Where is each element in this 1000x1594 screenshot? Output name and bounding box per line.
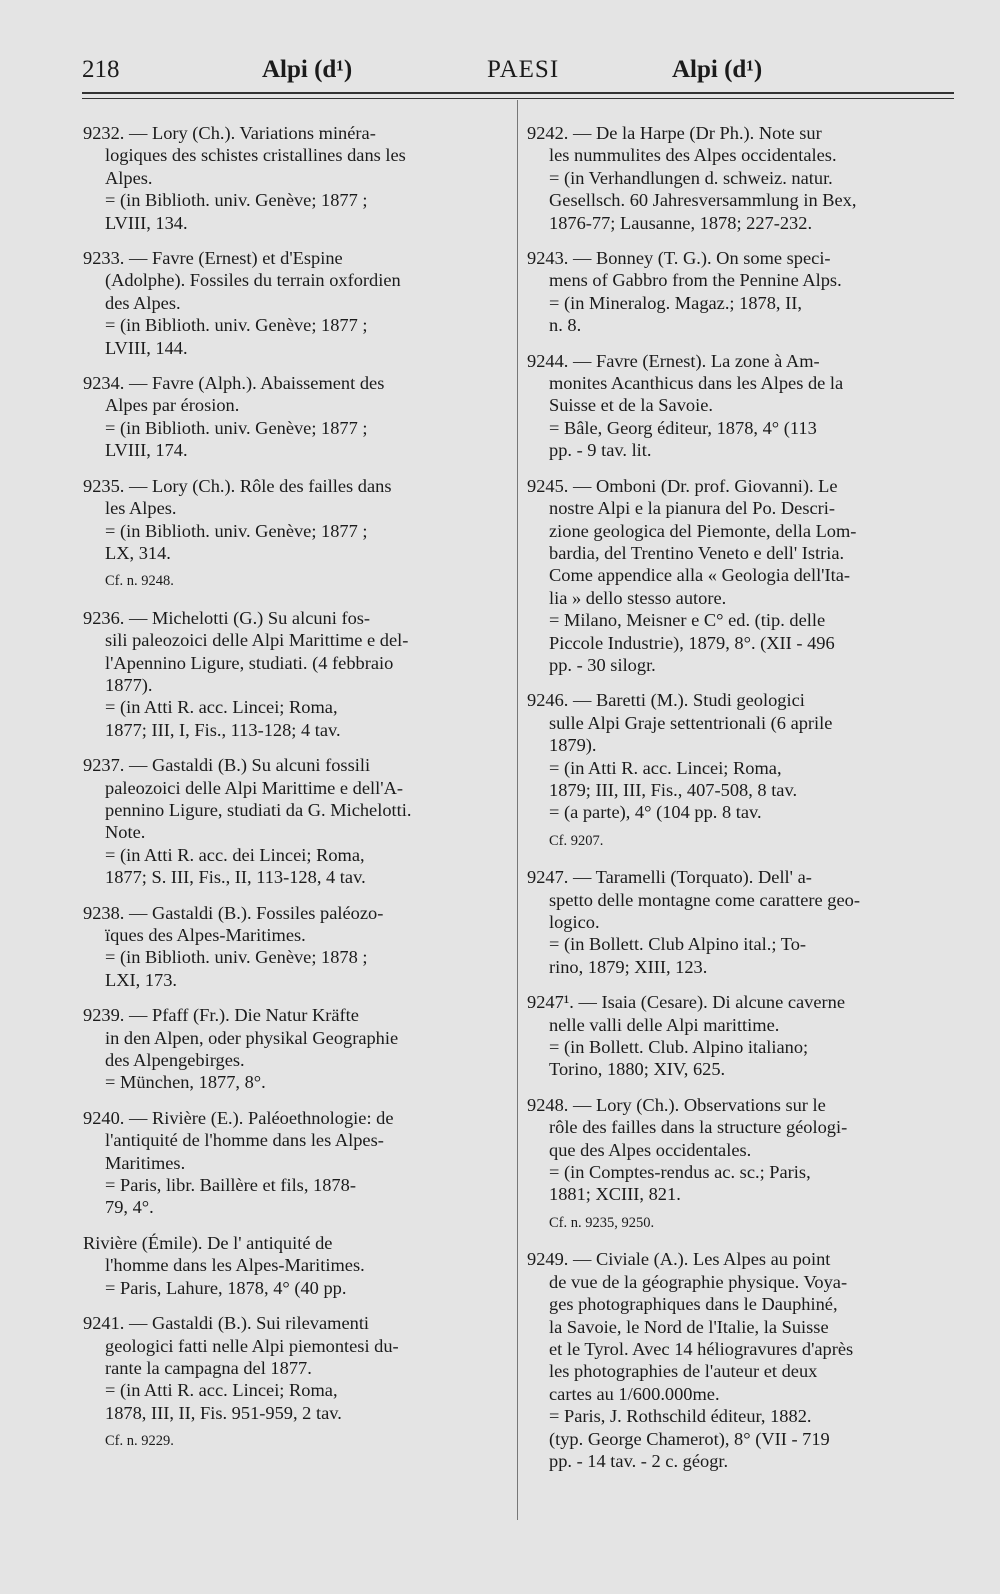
- entry-line: 1878, III, II, Fis. 951-959, 2 tav.: [105, 1402, 342, 1423]
- cross-reference: Cf. n. 9229.: [105, 1433, 174, 1450]
- entry-line: = (a parte), 4° (104 pp. 8 tav.: [549, 802, 762, 823]
- entry-line: des Alpes.: [105, 292, 181, 313]
- entry-line: monites Acanthicus dans les Alpes de la: [549, 373, 844, 394]
- entry-line: 9248. — Lory (Ch.). Observations sur le: [527, 1094, 826, 1115]
- entry-line: Maritimes.: [105, 1152, 186, 1173]
- entry-line: = (in Biblioth. univ. Genève; 1878 ;: [105, 947, 368, 968]
- entry-line: 1876-77; Lausanne, 1878; 227-232.: [549, 212, 813, 233]
- entry-line: n. 8.: [549, 315, 582, 336]
- entry-line: = (in Biblioth. univ. Genève; 1877 ;: [105, 520, 368, 541]
- bibliography-entry: [83, 754, 498, 888]
- entry-line: 9245. — Omboni (Dr. prof. Giovanni). Le: [527, 475, 838, 496]
- entry-line: l'antiquité de l'homme dans les Alpes-: [105, 1130, 384, 1151]
- entry-line: = Paris, libr. Baillère et fils, 1878-: [105, 1175, 356, 1196]
- entry-line: LVIII, 174.: [105, 440, 188, 461]
- entry-line: pp. - 14 tav. - 2 c. géogr.: [549, 1450, 729, 1471]
- entry-line: = (in Bollett. Club Alpino ital.; To-: [549, 934, 807, 955]
- entry-line: que des Alpes occidentales.: [549, 1139, 752, 1160]
- column-divider: [517, 100, 518, 1520]
- bibliography-entry: [83, 902, 498, 992]
- header-center-title: PAESI: [487, 56, 560, 83]
- entry-line: = (in Bollett. Club. Alpino italiano;: [549, 1037, 809, 1058]
- cross-reference: Cf. 9207.: [549, 832, 604, 849]
- header-rule-thin: [82, 98, 954, 99]
- bibliography-entry: [83, 122, 498, 234]
- bibliography-entry: [527, 475, 952, 677]
- bibliography-entry: [527, 991, 952, 1081]
- entry-line: zione geologica del Piemonte, della Lom-: [549, 520, 857, 541]
- entry-line: = (in Verhandlungen d. schweiz. natur.: [549, 167, 833, 188]
- entry-line: rante la campagna del 1877.: [105, 1357, 312, 1378]
- page-number: 218: [82, 56, 120, 83]
- entry-line: logiques des schistes cristallines dans les: [105, 145, 406, 166]
- entry-line: 9237. — Gastaldi (B.) Su alcuni fossili: [83, 755, 371, 776]
- entry-line: 9244. — Favre (Ernest). La zone à Am-: [527, 350, 820, 371]
- entry-line: 9241. — Gastaldi (B.). Sui rilevamenti: [83, 1313, 370, 1334]
- bibliography-entry: [83, 475, 498, 593]
- entry-line: les Alpes.: [105, 498, 177, 519]
- entry-line: = Bâle, Georg éditeur, 1878, 4° (113: [549, 417, 817, 438]
- entry-line: = (in Comptes-rendus ac. sc.; Paris,: [549, 1162, 811, 1183]
- entry-line: les nummulites des Alpes occidentales.: [549, 145, 837, 166]
- entry-line: Alpes par érosion.: [105, 395, 240, 416]
- entry-line: 9239. — Pfaff (Fr.). Die Natur Kräfte: [83, 1005, 359, 1026]
- header-rule: [82, 92, 954, 94]
- entry-line: = (in Atti R. acc. Lincei; Roma,: [105, 1380, 338, 1401]
- entry-line: les photographies de l'auteur et deux: [549, 1361, 818, 1382]
- entry-line: 9236. — Michelotti (G.) Su alcuni fos-: [83, 607, 371, 628]
- entry-line: Suisse et de la Savoie.: [549, 395, 713, 416]
- entry-line: = (in Atti R. acc. Lincei; Roma,: [549, 757, 782, 778]
- bibliography-entry: [83, 372, 498, 462]
- bibliography-entry: [83, 1107, 498, 1219]
- entry-line: 1877; III, I, Fis., 113-128; 4 tav.: [105, 719, 341, 740]
- entry-line: ges photographiques dans le Dauphiné,: [549, 1294, 838, 1315]
- header-right-title: Alpi (d¹): [672, 56, 763, 83]
- entry-line: 1879; III, III, Fis., 407-508, 8 tav.: [549, 779, 798, 800]
- right-column: [527, 122, 952, 1485]
- entry-line: = (in Mineralog. Magaz.; 1878, II,: [549, 292, 802, 313]
- entry-line: et le Tyrol. Avec 14 héliogravures d'après: [549, 1338, 854, 1359]
- entry-line: = (in Atti R. acc. Lincei; Roma,: [105, 697, 338, 718]
- entry-line: l'homme dans les Alpes-Maritimes.: [105, 1255, 365, 1276]
- entry-line: 9238. — Gastaldi (B.). Fossiles paléozo-: [83, 902, 384, 923]
- entry-line: logico.: [549, 912, 600, 932]
- bibliography-entry: [527, 350, 952, 462]
- entry-line: nostre Alpi e la pianura del Po. Descri-: [549, 498, 835, 519]
- entry-line: nelle valli delle Alpi marittime.: [549, 1014, 780, 1035]
- entry-line: 9233. — Favre (Ernest) et d'Espine: [83, 248, 343, 269]
- entry-line: rôle des failles dans la structure géologi-: [549, 1117, 848, 1138]
- bibliography-entry: [527, 1248, 952, 1472]
- running-header: [82, 50, 952, 90]
- entry-line: Note.: [105, 822, 146, 843]
- bibliography-entry: [83, 1312, 498, 1452]
- entry-line: = München, 1877, 8°.: [105, 1072, 266, 1093]
- entry-line: LVIII, 134.: [105, 212, 188, 233]
- entry-line: de vue de la géographie physique. Voya-: [549, 1271, 848, 1292]
- entry-line: LXI, 173.: [105, 969, 178, 990]
- entry-line: (Adolphe). Fossiles du terrain oxfordien: [105, 270, 401, 291]
- entry-line: LX, 314.: [105, 542, 171, 563]
- bibliography-entry: [83, 1004, 498, 1094]
- bibliography-entry: [527, 122, 952, 234]
- bibliography-entry: [527, 247, 952, 337]
- entry-line: LVIII, 144.: [105, 337, 188, 358]
- entry-line: = (in Atti R. acc. dei Lincei; Roma,: [105, 844, 365, 865]
- entry-line: = Paris, J. Rothschild éditeur, 1882.: [549, 1406, 812, 1427]
- entry-line: sulle Alpi Graje settentrionali (6 aprile: [549, 712, 833, 733]
- bibliography-entry: [527, 866, 952, 978]
- entry-line: Come appendice alla « Geologia dell'Ita-: [549, 565, 851, 586]
- entry-line: Torino, 1880; XIV, 625.: [549, 1059, 726, 1080]
- entry-line: 9240. — Rivière (E.). Paléoethnologie: de: [83, 1107, 394, 1128]
- entry-line: cartes au 1/600.000me.: [549, 1383, 720, 1404]
- entry-line: = (in Biblioth. univ. Genève; 1877 ;: [105, 190, 368, 211]
- entry-line: la Savoie, le Nord de l'Italie, la Suisse: [549, 1316, 829, 1337]
- entry-line: 9235. — Lory (Ch.). Rôle des failles dans: [83, 475, 392, 496]
- entry-line: 9246. — Baretti (M.). Studi geologici: [527, 690, 805, 711]
- entry-line: sili paleozoici delle Alpi Marittime e del-: [105, 630, 409, 651]
- entry-line: Rivière (Émile). De l' antiquité de: [83, 1232, 333, 1253]
- cross-reference: Cf. n. 9235, 9250.: [549, 1214, 655, 1231]
- bibliography-entry: [527, 689, 952, 852]
- bibliography-entry: [527, 1094, 952, 1234]
- entry-line: Piccole Industrie), 1879, 8°. (XII - 496: [549, 632, 835, 653]
- entry-line: 9242. — De la Harpe (Dr Ph.). Note sur: [527, 123, 822, 143]
- entry-line: 1877; S. III, Fis., II, 113-128, 4 tav.: [105, 867, 366, 888]
- entry-line: in den Alpen, oder physikal Geographie: [105, 1027, 399, 1048]
- entry-line: mens of Gabbro from the Pennine Alps.: [549, 270, 842, 291]
- entry-line: pennino Ligure, studiati da G. Michelotti.: [105, 799, 412, 820]
- entry-line: 9243. — Bonney (T. G.). On some speci-: [527, 248, 831, 269]
- entry-line: = (in Biblioth. univ. Genève; 1877 ;: [105, 417, 368, 438]
- entry-line: bardia, del Trentino Veneto e dell' Istria.: [549, 542, 845, 563]
- entry-line: pp. - 9 tav. lit.: [549, 440, 652, 461]
- entry-line: = Paris, Lahure, 1878, 4° (40 pp.: [105, 1277, 347, 1298]
- entry-line: 79, 4°.: [105, 1197, 154, 1218]
- entry-line: Alpes.: [105, 167, 153, 188]
- entry-line: 1881; XCIII, 821.: [549, 1184, 681, 1205]
- entry-line: (typ. George Chamerot), 8° (VII - 719: [549, 1428, 830, 1449]
- entry-line: Gesellsch. 60 Jahresversammlung in Bex,: [549, 190, 857, 211]
- entry-line: ïques des Alpes-Maritimes.: [105, 925, 306, 945]
- entry-line: spetto delle montagne come carattere geo-: [549, 889, 860, 910]
- entry-line: 1879).: [549, 735, 597, 756]
- entry-line: 9234. — Favre (Alph.). Abaissement des: [83, 373, 385, 394]
- entry-line: lia » dello stesso autore.: [549, 587, 727, 608]
- entry-line: 9247¹. — Isaia (Cesare). Di alcune caverne: [527, 992, 846, 1013]
- entry-line: rino, 1879; XIII, 123.: [549, 956, 708, 977]
- entry-line: l'Apennino Ligure, studiati. (4 febbraio: [105, 652, 394, 673]
- entry-line: = (in Biblioth. univ. Genève; 1877 ;: [105, 315, 368, 336]
- bibliography-entry: [83, 247, 498, 359]
- left-column: [83, 122, 498, 1467]
- cross-reference: Cf. n. 9248.: [105, 573, 174, 590]
- entry-line: 9247. — Taramelli (Torquato). Dell' a-: [527, 867, 812, 888]
- entry-line: paleozoici delle Alpi Marittime e dell'A-: [105, 777, 403, 798]
- entry-line: des Alpengebirges.: [105, 1050, 245, 1071]
- bibliography-entry: [83, 1232, 498, 1299]
- entry-line: = Milano, Meisner e C° ed. (tip. delle: [549, 610, 826, 631]
- entry-line: geologici fatti nelle Alpi piemontesi du-: [105, 1335, 399, 1356]
- entry-line: 9232. — Lory (Ch.). Variations minéra-: [83, 123, 376, 143]
- header-left-title: Alpi (d¹): [262, 56, 353, 83]
- entry-line: 9249. — Civiale (A.). Les Alpes au point: [527, 1249, 831, 1270]
- bibliography-entry: [83, 607, 498, 741]
- entry-line: 1877).: [105, 674, 153, 695]
- entry-line: pp. - 30 silogr.: [549, 654, 656, 675]
